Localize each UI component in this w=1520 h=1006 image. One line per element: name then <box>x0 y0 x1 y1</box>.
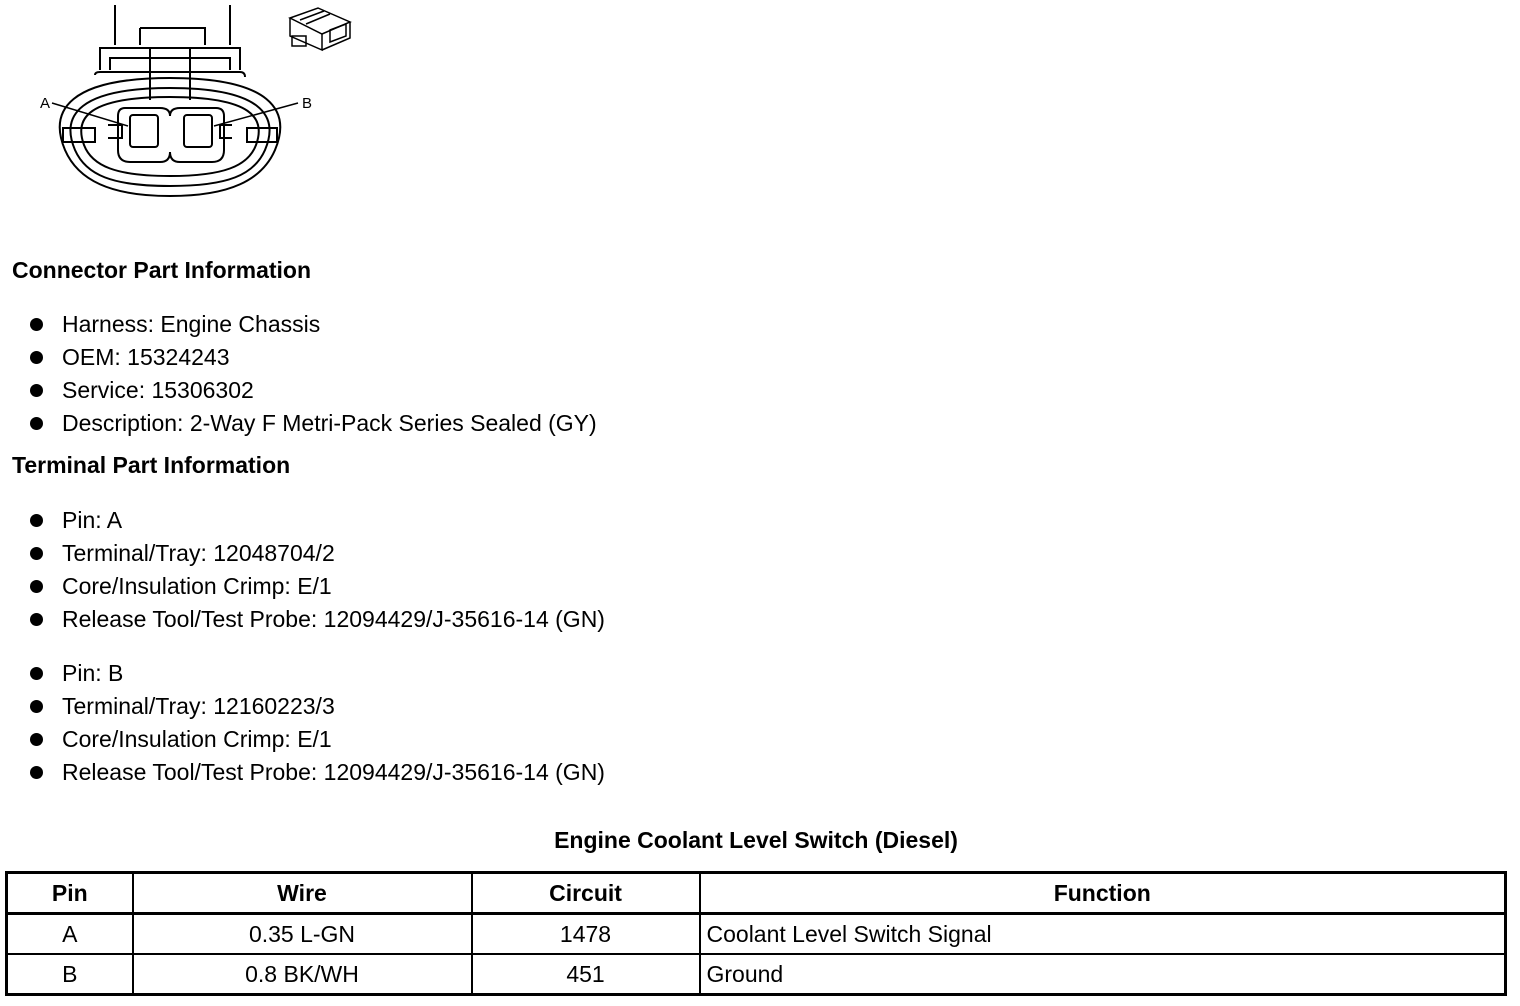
column-header-wire: Wire <box>133 873 472 914</box>
column-header-circuit: Circuit <box>472 873 700 914</box>
cell-wire: 0.35 L-GN <box>133 914 472 955</box>
cell-function: Coolant Level Switch Signal <box>700 914 1506 955</box>
table-title: Engine Coolant Level Switch (Diesel) <box>554 827 958 853</box>
list-item: Release Tool/Test Probe: 12094429/J-35616-14 (GN) <box>28 603 605 636</box>
bullet-icon <box>30 318 43 331</box>
pin-table <box>5 871 1507 996</box>
list-item: Release Tool/Test Probe: 12094429/J-35616-14 (GN) <box>28 756 605 789</box>
cell-circuit: 1478 <box>472 914 700 955</box>
list-item: Harness: Engine Chassis <box>28 308 597 341</box>
list-item: OEM: 15324243 <box>28 341 597 374</box>
cell-wire: 0.8 BK/WH <box>133 954 472 995</box>
cell-pin: B <box>7 954 133 995</box>
list-item: Core/Insulation Crimp: E/1 <box>28 570 605 603</box>
bullet-icon <box>30 667 43 680</box>
connector-diagram <box>0 0 380 215</box>
list-item: Terminal/Tray: 12160223/3 <box>28 690 605 723</box>
bullet-icon <box>30 351 43 364</box>
bullet-icon <box>30 733 43 746</box>
table-row <box>7 954 1506 995</box>
cell-pin: A <box>7 914 133 955</box>
terminal-pin-b-list <box>28 657 605 789</box>
list-item: Pin: A <box>28 504 605 537</box>
list-item: Service: 15306302 <box>28 374 597 407</box>
terminal-part-heading: Terminal Part Information <box>12 452 291 478</box>
bullet-icon <box>30 580 43 593</box>
bullet-icon <box>30 700 43 713</box>
bullet-icon <box>30 417 43 430</box>
list-item: Description: 2-Way F Metri-Pack Series Sealed (GY) <box>28 407 597 440</box>
terminal-pin-a-list <box>28 504 605 636</box>
connector-part-heading: Connector Part Information <box>12 257 312 283</box>
connector-part-list <box>28 308 597 440</box>
list-item: Terminal/Tray: 12048704/2 <box>28 537 605 570</box>
column-header-function: Function <box>700 873 1506 914</box>
column-header-pin: Pin <box>7 873 133 914</box>
bullet-icon <box>30 514 43 527</box>
bullet-icon <box>30 384 43 397</box>
pin-a-label: A <box>40 95 51 112</box>
table-row <box>7 914 1506 955</box>
list-item: Core/Insulation Crimp: E/1 <box>28 723 605 756</box>
table-header-row <box>7 873 1506 914</box>
bullet-icon <box>30 766 43 779</box>
cell-circuit: 451 <box>472 954 700 995</box>
bullet-icon <box>30 547 43 560</box>
pin-b-label: B <box>302 95 313 112</box>
cell-function: Ground <box>700 954 1506 995</box>
bullet-icon <box>30 613 43 626</box>
list-item: Pin: B <box>28 657 605 690</box>
